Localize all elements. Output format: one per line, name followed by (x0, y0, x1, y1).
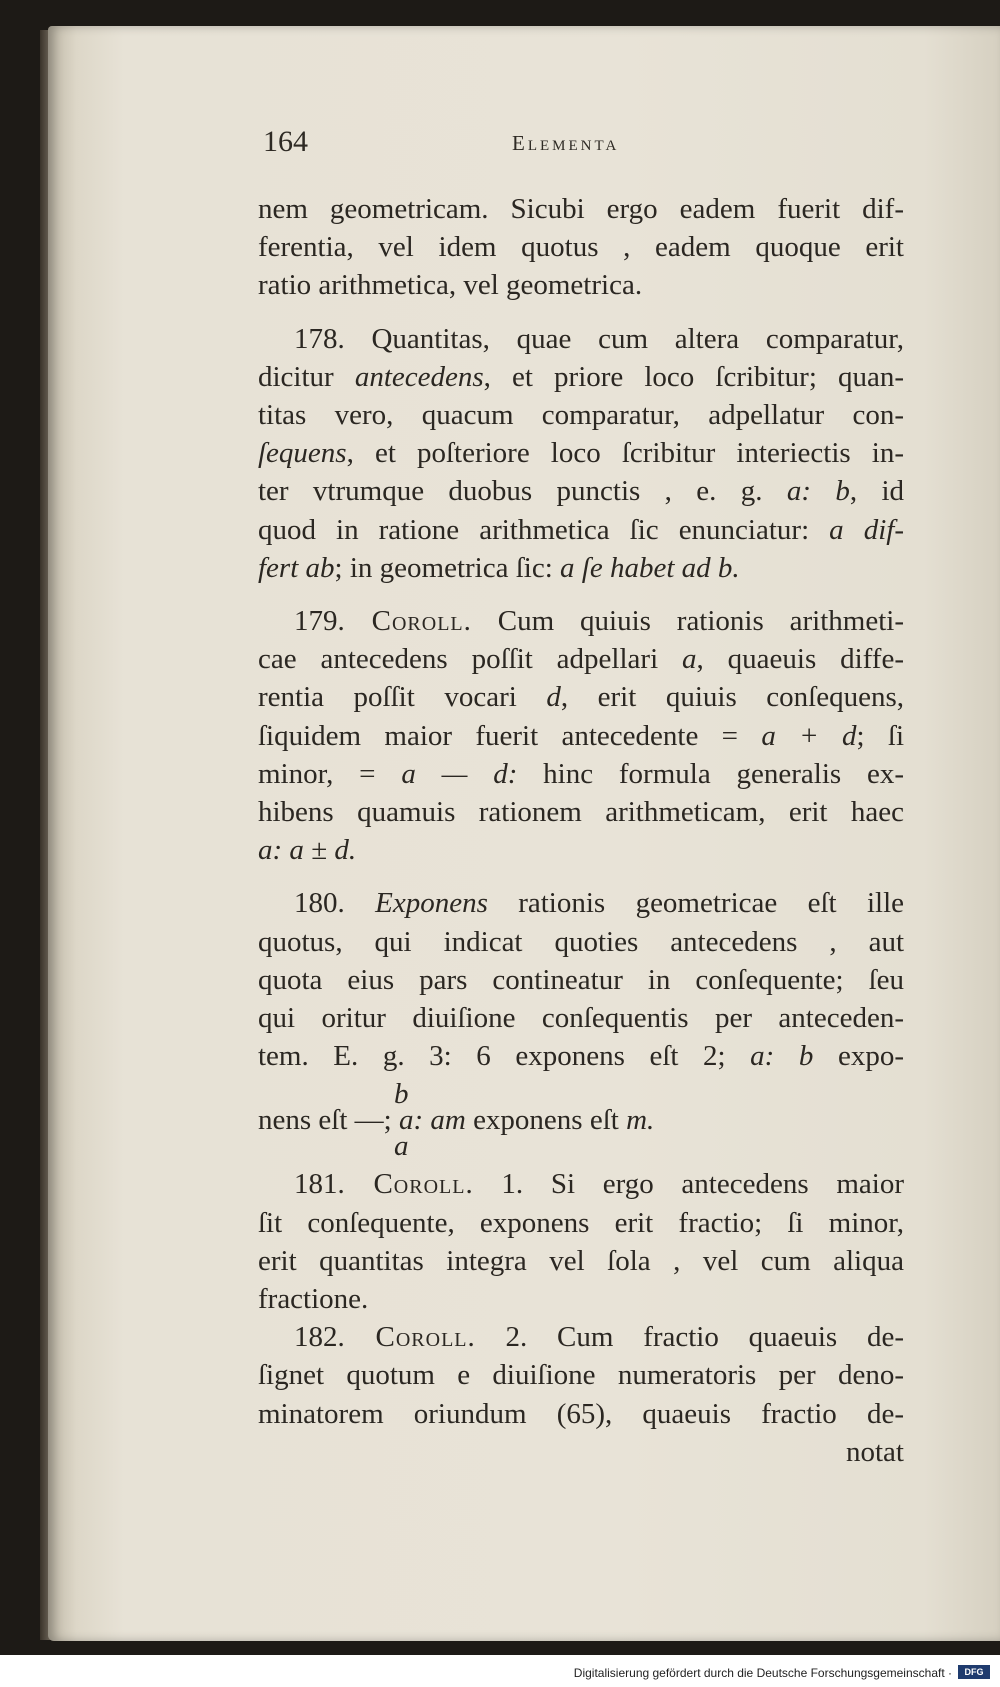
text-line: ſiquidem maior fuerit antecedente = a + d; ſi (258, 719, 904, 752)
text-line: ratio arithmetica, vel geometrica. (258, 269, 643, 302)
text-line: 179. Coroll. Cum quiuis rationis arithmeti- (294, 605, 904, 638)
section-number: 182. (294, 1321, 345, 1354)
funding-note: Digitalisierung gefördert durch die Deutsche Forschungsgemeinschaft · (573, 1666, 952, 1680)
text-line: fert ab; in geometrica ſic: a ſe habet ad b. (258, 551, 740, 584)
text-line: nens eſt —; a: am exponens eſt m. (258, 1104, 655, 1137)
page-header (0, 125, 1000, 165)
section-number: 178. (294, 322, 345, 355)
text-line: quod in ratione arithmetica ſic enunciatur: a dif- (258, 513, 904, 546)
text-line: nem geometricam. Sicubi ergo eadem fuerit dif- (258, 193, 904, 225)
page-number: 164 (263, 125, 308, 158)
text-line: ſequens, et poſteriore loco ſcribitur interiectis in- (258, 437, 904, 470)
text-line: cae antecedens poſſit adpellari a, quaeuis diffe- (258, 643, 904, 676)
section-number: 180. (294, 887, 345, 920)
text-line: quota eius pars contineatur in conſequente; ſeu (258, 963, 904, 996)
text-line: ferentia, vel idem quotus , eadem quoque erit (258, 231, 904, 264)
text-line: quotus, qui indicat quoties antecedens , aut (258, 925, 904, 958)
text-line: rentia poſſit vocari d, erit quiuis conſequens, (258, 681, 904, 714)
catchword: notat (846, 1435, 904, 1468)
formula-line: a: a ± d. (258, 834, 357, 867)
text-line: 180. Exponens rationis geometricae eſt ille (294, 887, 904, 920)
footer (0, 1660, 1000, 1687)
text-line: qui oritur diuiſione conſequentis per anteceden- (258, 1002, 904, 1035)
body-text (258, 190, 904, 1471)
text-line: 182. Coroll. 2. Cum fractio quaeuis de- (294, 1321, 904, 1354)
text-line: 181. Coroll. 1. Si ergo antecedens maior (294, 1168, 904, 1201)
text-line: minor, = a — d: hinc formula generalis ex- (258, 757, 904, 790)
fraction-denominator: a (394, 1130, 409, 1163)
text-line: 178. Quantitas, quae cum altera comparatur, (294, 322, 904, 355)
text-line: titas vero, quacum comparatur, adpellatur con- (258, 399, 904, 432)
running-head: Elementa (512, 131, 620, 155)
section-number: 179. (294, 605, 345, 638)
text-line: fractione. (258, 1283, 369, 1316)
dfg-logo: DFG (958, 1665, 990, 1679)
text-line: erit quantitas integra vel ſola , vel cum aliqua (258, 1244, 904, 1277)
section-number: 181. (294, 1168, 345, 1201)
text-line: ſit conſequente, exponens erit fractio; ſi minor, (258, 1206, 904, 1239)
fraction-numerator: b (394, 1078, 409, 1111)
text-line: ter vtrumque duobus punctis , e. g. a: b, id (258, 475, 904, 508)
text-line: minatorem oriundum (65), quaeuis fractio de- (258, 1397, 904, 1430)
text-line: tem. E. g. 3: 6 exponens eſt 2; a: b expo- (258, 1040, 904, 1073)
text-line: ſignet quotum e diuiſione numeratoris per deno- (258, 1359, 904, 1392)
fraction-line (258, 1075, 904, 1165)
text-line: dicitur antecedens, et priore loco ſcribitur; quan- (258, 360, 905, 393)
text-line: hibens quamuis rationem arithmeticam, erit haec (258, 796, 904, 829)
